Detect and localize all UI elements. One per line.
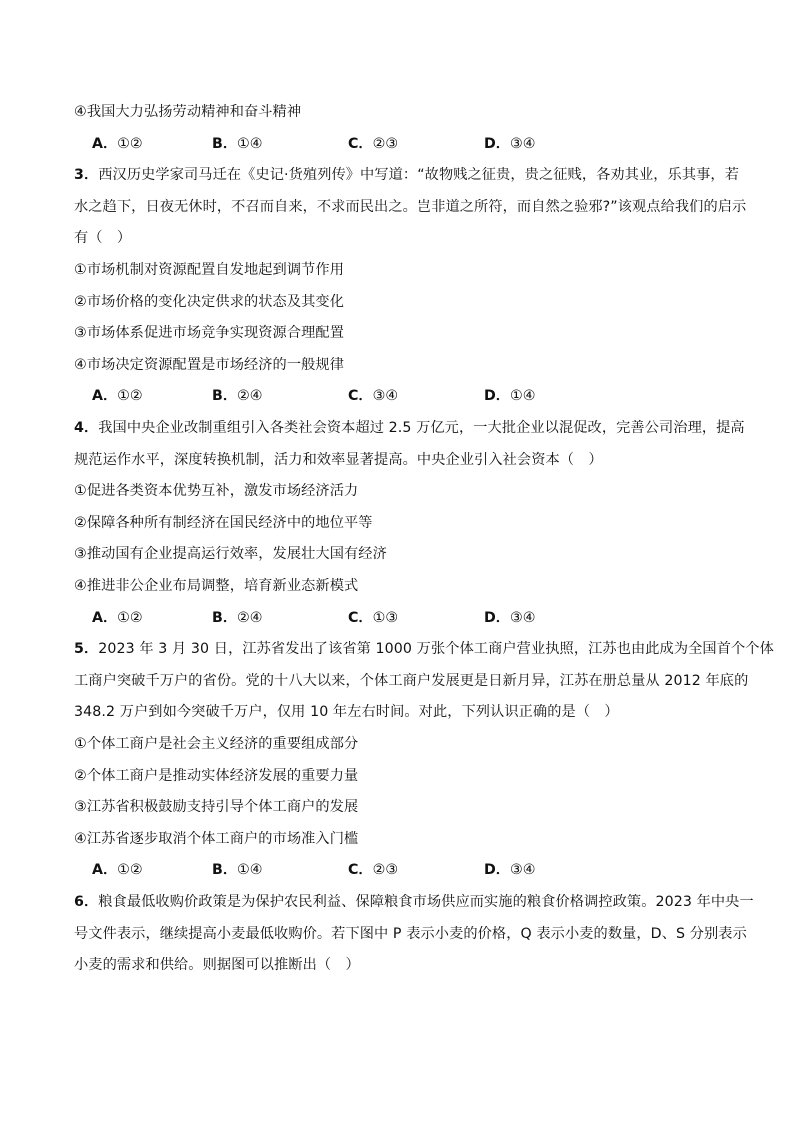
- statement-line: ④江苏省逐步取消个体工商户的市场准入门槛: [74, 830, 359, 847]
- answer-option: [212, 860, 262, 880]
- option-letter: D．: [484, 388, 510, 405]
- option-letter: B．: [212, 862, 238, 879]
- answer-option: [212, 386, 262, 406]
- statement-line: ④市场决定资源配置是市场经济的一般规律: [74, 356, 344, 373]
- option-letter: C．: [348, 862, 373, 879]
- statement-line: ③江苏省积极鼓励支持引导个体工商户的发展: [74, 799, 359, 816]
- answer-option: [484, 608, 535, 628]
- statement-line: ③推动国有企业提高运行效率，发展壮大国有经济: [74, 546, 387, 563]
- statement-line: ④我国大力弘扬劳动精神和奋斗精神: [74, 104, 302, 120]
- option-letter: A．: [92, 862, 118, 879]
- question-stem: [74, 639, 774, 659]
- answer-option: [348, 860, 398, 880]
- question-stem-continued: 有（ ）: [74, 230, 132, 247]
- statement-line: ①个体工商户是社会主义经济的重要组成部分: [74, 736, 359, 752]
- option-letter: C．: [348, 135, 373, 152]
- answer-option: [92, 386, 143, 406]
- option-value: ①②: [117, 862, 143, 879]
- question-number: 3．: [74, 167, 99, 184]
- option-value: ②④: [237, 388, 263, 405]
- option-letter: C．: [348, 388, 373, 405]
- question-stem-continued: 规范运作水平，深度转换机制，活力和效率显著提高。中央企业引入社会资本（ ）: [74, 451, 603, 468]
- option-value: ①③: [372, 609, 399, 626]
- option-value: ①④: [237, 135, 263, 152]
- question-stem-continued: 工商户突破千万户的省份。党的十八大以来，个体工商户发展更是日新月异，江苏在册总量从 2012 年底的: [74, 672, 749, 689]
- option-value: ①④: [509, 388, 536, 405]
- option-letter: A．: [92, 135, 118, 152]
- question-stem: [74, 418, 745, 438]
- statement-line: ②个体工商户是推动实体经济发展的重要力量: [74, 767, 359, 784]
- question-stem-continued: 小麦的需求和供给。则据图可以推断出（ ）: [74, 957, 360, 974]
- option-letter: B．: [212, 609, 238, 626]
- statement-line: ①促进各类资本优势互补，激发市场经济活力: [74, 483, 359, 500]
- option-letter: C．: [348, 609, 373, 626]
- option-value: ①②: [117, 609, 143, 626]
- option-letter: A．: [92, 388, 118, 405]
- option-letter: B．: [212, 135, 238, 152]
- option-value: ①④: [237, 862, 263, 879]
- answer-option: [212, 608, 262, 628]
- option-letter: B．: [212, 388, 238, 405]
- option-value: ①②: [117, 135, 143, 152]
- question-text: 粮食最低收购价政策是为保护农民利益、保障粮食市场供应而实施的粮食价格调控政策。2023 年中央一: [98, 894, 754, 910]
- question-number: 6．: [74, 894, 99, 910]
- answer-option: [92, 608, 143, 628]
- option-value: ③④: [509, 135, 536, 152]
- question-number: 4．: [74, 420, 99, 436]
- option-letter: D．: [484, 609, 510, 626]
- statement-line: ③市场体系促进市场竞争实现资源合理配置: [74, 325, 344, 342]
- answer-option: [484, 386, 535, 406]
- option-value: ③④: [509, 862, 536, 879]
- option-value: ③④: [372, 388, 399, 405]
- option-letter: D．: [484, 862, 510, 879]
- question-stem: [74, 165, 739, 185]
- question-number: 5．: [74, 641, 99, 658]
- answer-option: [92, 134, 143, 154]
- option-value: ②③: [372, 135, 399, 152]
- option-value: ②④: [237, 609, 263, 626]
- question-stem-continued: 348.2 万户到如今突破千万户，仅用 10 年左右时间。对此，下列认识正确的是（ ）: [74, 704, 619, 721]
- statement-line: ④推进非公企业布局调整，培育新业态新模式: [74, 578, 359, 594]
- question-text: 西汉历史学家司马迁在《史记·货殖列传》中写道：“故物贱之征贵，贵之征贱，各劝其业，乐其事，若: [98, 167, 739, 184]
- statement-line: ②市场价格的变化决定供求的状态及其变化: [74, 293, 344, 310]
- answer-option: [484, 134, 535, 154]
- answer-option: [348, 608, 398, 628]
- question-stem-continued: 号文件表示，继续提高小麦最低收购价。若下图中 P 表示小麦的价格，Q 表示小麦的数量，D、S 分别表示: [74, 925, 747, 942]
- option-letter: A．: [92, 609, 118, 626]
- option-value: ①②: [117, 388, 143, 405]
- statement-line: ①市场机制对资源配置自发地起到调节作用: [74, 262, 344, 278]
- option-value: ②③: [372, 862, 399, 879]
- answer-option: [92, 860, 143, 880]
- answer-option: [212, 134, 262, 154]
- answer-option: [348, 134, 398, 154]
- option-value: ③④: [509, 609, 536, 626]
- question-text: 我国中央企业改制重组引入各类社会资本超过 2.5 万亿元，一大批企业以混促改，完善公司治理，提高: [98, 420, 745, 436]
- question-stem-continued: 水之趋下，日夜无休时，不召而自来，不求而民出之。岂非道之所符，而自然之验邪?”该观点给我们的启示: [74, 198, 747, 215]
- option-letter: D．: [484, 135, 510, 152]
- question-text: 2023 年 3 月 30 日，江苏省发出了该省第 1000 万张个体工商户营业执照，江苏也由此成为全国首个个体: [98, 641, 774, 658]
- statement-line: ②保障各种所有制经济在国民经济中的地位平等: [74, 514, 373, 531]
- answer-option: [348, 386, 398, 406]
- answer-option: [484, 860, 535, 880]
- question-stem: [74, 892, 754, 912]
